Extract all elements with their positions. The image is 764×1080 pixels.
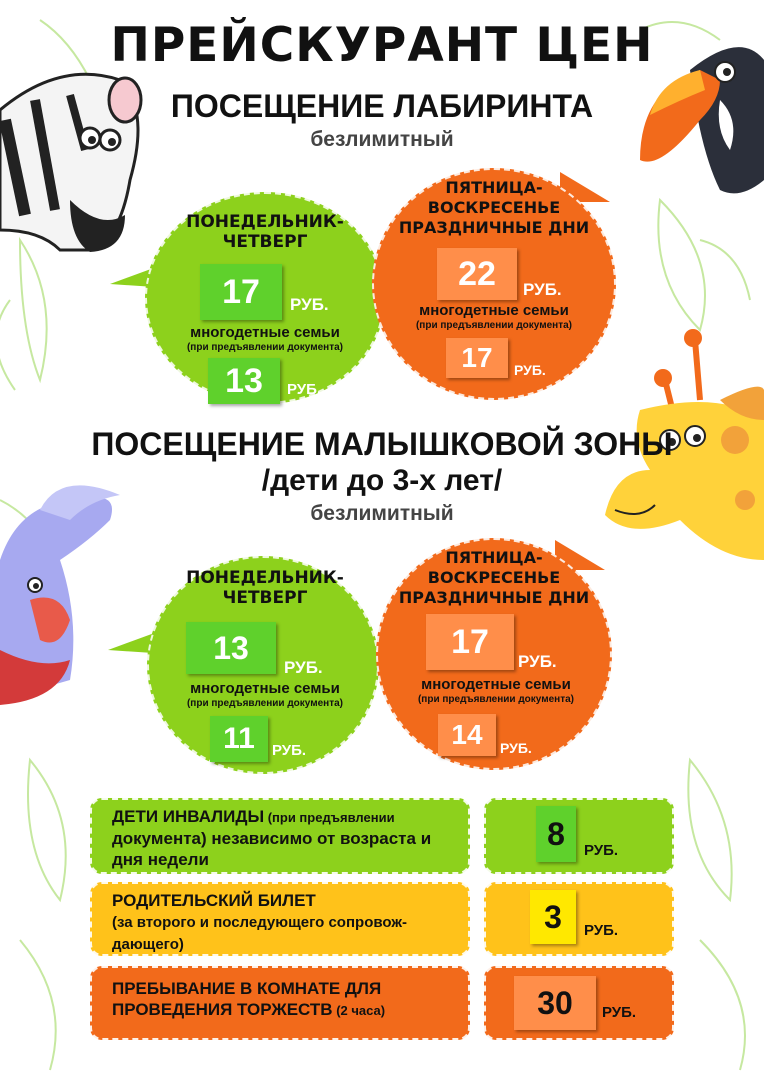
kids-weekday-currency: РУБ. xyxy=(284,658,323,677)
labyrinth-heading: ПОСЕЩЕНИЕ ЛАБИРИНТА xyxy=(170,88,594,124)
parent-ticket-currency: РУБ. xyxy=(584,922,619,939)
labyrinth-weekend-currency: РУБ. xyxy=(523,280,562,299)
parent-ticket-line2: (за второго и последующего сопровож- xyxy=(112,914,407,931)
page-title: ПРЕЙСКУРАНТ ЦЕН xyxy=(110,18,654,73)
parent-ticket-price: 3 xyxy=(530,890,576,944)
celebration-room-price: 30 xyxy=(514,976,596,1030)
kids-weekday-family-currency: РУБ. xyxy=(272,742,307,759)
parent-ticket-line3: дающего) xyxy=(112,936,184,953)
disabled-children-title: ДЕТИ ИНВАЛИДЫ xyxy=(112,807,265,826)
labyrinth-weekend-family-label: многодетные семьи xyxy=(419,302,569,319)
labyrinth-weekday-family-price: 13 xyxy=(208,358,280,404)
labyrinth-weekend-family-note: (при предъявлении документа) xyxy=(415,320,573,331)
kids-zone-age-note: /дети до 3-х лет/ xyxy=(261,464,503,497)
kids-weekend-label: ПЯТНИЦА- ВОСКРЕСЕНЬЕ ПРАЗДНИЧНЫЕ ДНИ xyxy=(398,548,590,607)
celebration-room-line2: ПРОВЕДЕНИЯ ТОРЖЕСТВ xyxy=(112,1000,333,1019)
celebration-room-text xyxy=(112,978,464,1021)
kids-weekend-family-label: многодетные семьи xyxy=(421,676,571,693)
kids-weekend-currency: РУБ. xyxy=(518,652,557,671)
disabled-children-price: 8 xyxy=(536,806,576,862)
labyrinth-weekday-family-label: многодетные семьи xyxy=(190,324,340,341)
labyrinth-weekday-family-note: (при предъявлении документа) xyxy=(186,342,344,353)
kids-weekday-family-note: (при предъявлении документа) xyxy=(186,698,344,709)
kids-weekday-family-price: 11 xyxy=(210,716,268,762)
labyrinth-weekend-label: ПЯТНИЦА- ВОСКРЕСЕНЬЕ ПРАЗДНИЧНЫЕ ДНИ xyxy=(398,178,590,237)
labyrinth-weekday-currency: РУБ. xyxy=(290,295,329,314)
disabled-children-line3: дня недели xyxy=(112,850,209,869)
disabled-children-text xyxy=(112,806,462,870)
kids-weekday-label: ПОНЕДЕЛЬНИК- ЧЕТВЕРГ xyxy=(186,568,344,608)
parent-ticket-title: РОДИТЕЛЬСКИЙ БИЛЕТ xyxy=(112,891,316,910)
labyrinth-weekend-family-currency: РУБ. xyxy=(514,362,546,378)
kids-zone-subheading: безлимитный xyxy=(310,502,454,525)
labyrinth-weekday-family-currency: РУБ. xyxy=(287,381,322,398)
kids-weekend-family-note: (при предъявлении документа) xyxy=(417,694,575,705)
celebration-room-title: ПРЕБЫВАНИЕ В КОМНАТЕ ДЛЯ xyxy=(112,979,382,998)
labyrinth-weekday-label: ПОНЕДЕЛЬНИК- ЧЕТВЕРГ xyxy=(186,212,344,252)
kids-weekday-price: 13 xyxy=(186,622,276,674)
disabled-children-line2: документа) независимо от возраста и xyxy=(112,829,432,848)
kids-zone-heading: ПОСЕЩЕНИЕ МАЛЫШКОВОЙ ЗОНЫ xyxy=(91,426,673,462)
parent-ticket-price-panel xyxy=(484,882,674,956)
disabled-children-note: (при предъявлении xyxy=(264,810,395,825)
kids-weekend-family-currency: РУБ. xyxy=(500,740,532,756)
disabled-children-price-panel xyxy=(484,798,674,874)
celebration-room-currency: РУБ. xyxy=(602,1004,637,1021)
labyrinth-weekend-family-price: 17 xyxy=(446,338,508,378)
kids-weekend-family-price: 14 xyxy=(438,714,496,756)
labyrinth-subheading: безлимитный xyxy=(310,128,454,151)
celebration-room-note: (2 часа) xyxy=(332,1003,386,1018)
parent-ticket-text xyxy=(112,890,464,955)
kids-weekday-family-label: многодетные семьи xyxy=(190,680,340,697)
labyrinth-weekday-price: 17 xyxy=(200,264,282,320)
disabled-children-currency: РУБ. xyxy=(584,842,619,859)
kids-weekend-price: 17 xyxy=(426,614,514,670)
labyrinth-weekend-price: 22 xyxy=(437,248,517,300)
